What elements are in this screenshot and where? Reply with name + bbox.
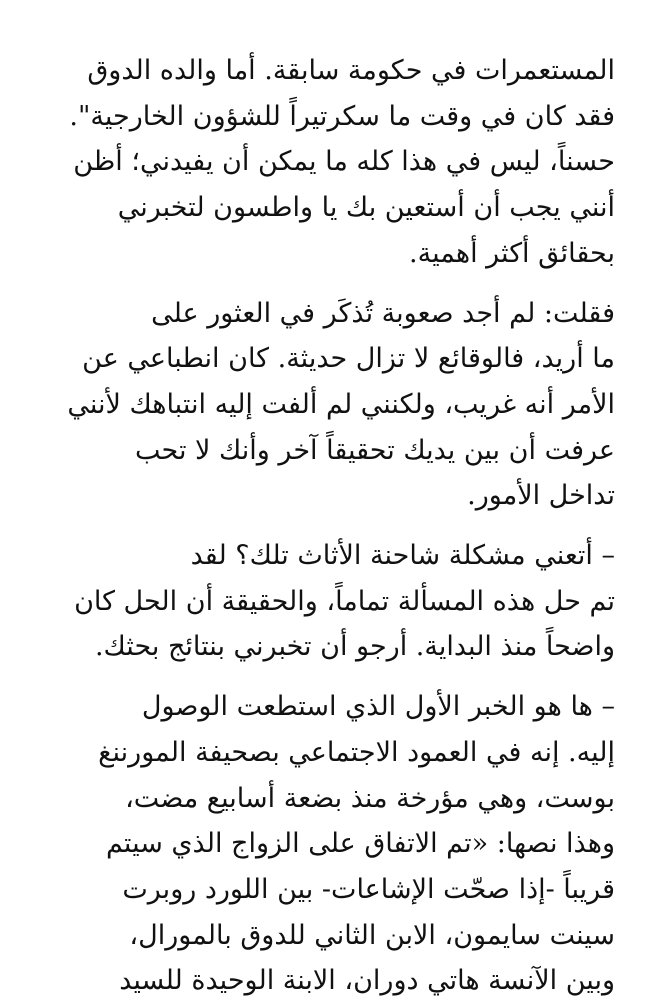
- paragraph-3: [64, 533, 615, 670]
- text-line: وهذا نصها: «تم الاتفاق على الزواج الذي سيتم: [105, 828, 615, 860]
- text-line: تم حل هذه المسألة تماماً، والحقيقة أن الحل كان: [74, 585, 615, 617]
- text-line: الأمر أنه غريب، ولكنني لم ألفت إليه انتباهك لأنني: [67, 388, 615, 420]
- text-line: سينت سايمون، الابن الثاني للدوق بالمورال،: [129, 919, 615, 951]
- text-line: أنني يجب أن أستعين بك يا واطسون لتخبرني: [117, 192, 615, 224]
- text-line: فقلت: لم أجد صعوبة تُذكَر في العثور على: [151, 297, 615, 329]
- text-line: بوست، وهي مؤرخة منذ بضعة أسابيع مضت،: [125, 782, 615, 814]
- text-line: فقد كان في وقت ما سكرتيراً للشؤون الخارجية".: [69, 100, 615, 132]
- paragraph-2: [64, 291, 615, 520]
- text-line: عرفت أن بين يديك تحقيقاً آخر وأنك لا تحب: [135, 434, 615, 466]
- text-line: واضحاً منذ البداية. أرجو أن تخبرني بنتائج بحثك.: [94, 631, 615, 663]
- text-line: وبين الآنسة هاتي دوران، الابنة الوحيدة للسيد: [119, 965, 615, 997]
- text-line: المستعمرات في حكومة سابقة. أما والده الدوق: [87, 55, 615, 86]
- paragraph-1: [64, 48, 615, 277]
- text-line: إليه. إنه في العمود الاجتماعي بصحيفة المورننغ: [98, 736, 615, 768]
- text-line: ما أريد، فالوقائع لا تزال حديثة. كان انطباعي عن: [82, 343, 615, 375]
- text-line: – ها هو الخبر الأول الذي استطعت الوصول: [141, 691, 615, 723]
- text-line: – أتعني مشكلة شاحنة الأثاث تلك؟ لقد: [190, 540, 615, 572]
- text-line: بحقائق أكثر أهمية.: [409, 237, 615, 269]
- text-line: قريباً -إذا صحّت الإشاعات- بين اللورد روبرت: [122, 873, 615, 905]
- paragraph-4: [64, 684, 615, 1004]
- text-line: حسناً، ليس في هذا كله ما يمكن أن يفيدني؛ أظن: [73, 146, 615, 178]
- text-line: تداخل الأمور.: [467, 480, 615, 512]
